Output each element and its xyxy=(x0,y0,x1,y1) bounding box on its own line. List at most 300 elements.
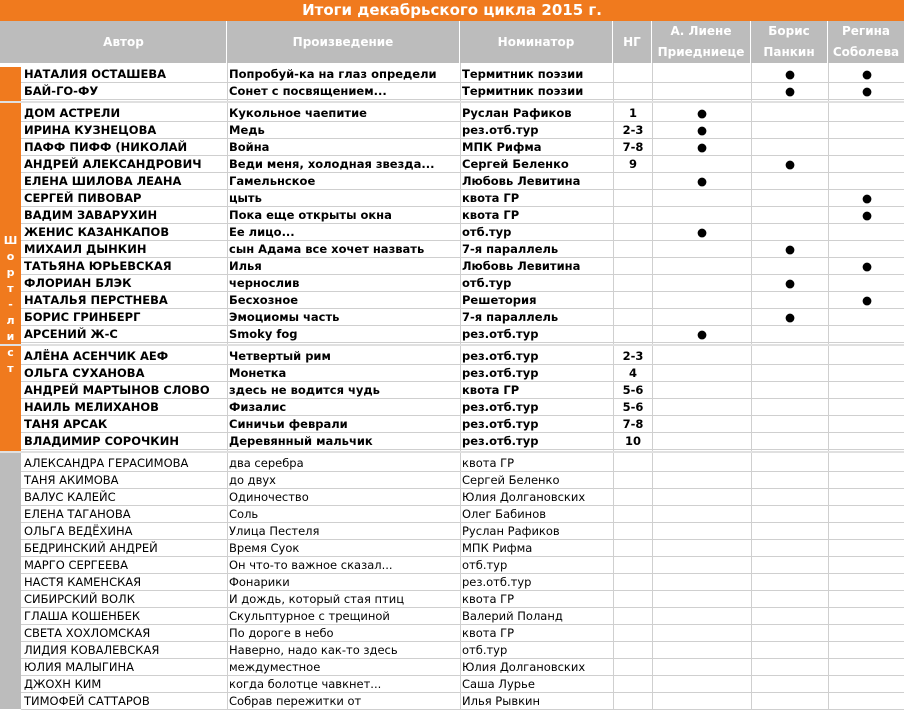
vote-soboleva-cell xyxy=(830,489,904,505)
table-row xyxy=(21,365,904,382)
author-cell: ВАЛУС КАЛЕЙС xyxy=(24,490,116,504)
vote-liene-cell xyxy=(654,659,750,675)
vote-soboleva-cell xyxy=(830,472,904,488)
work-cell: Одиночество xyxy=(229,490,309,504)
vote-liene-cell xyxy=(654,676,750,692)
vote-liene-cell xyxy=(654,399,750,415)
header-judge-soboleva-line2: Соболева xyxy=(832,45,900,59)
table-row xyxy=(21,433,904,450)
work-cell: Ее лицо... xyxy=(229,225,295,239)
author-cell: ЛИДИЯ КОВАЛЕВСКАЯ xyxy=(24,643,160,657)
vote-pankin-cell: ● xyxy=(784,310,796,324)
vote-soboleva-cell xyxy=(830,693,904,709)
vote-liene-cell xyxy=(654,557,750,573)
vote-liene-cell xyxy=(654,506,750,522)
work-cell: до двух xyxy=(229,473,276,487)
table-row xyxy=(21,591,904,608)
column-divider xyxy=(828,63,829,709)
table-row xyxy=(21,693,904,710)
author-cell: ОЛЬГА СУХАНОВА xyxy=(24,366,145,380)
header-judge-soboleva xyxy=(828,21,904,63)
header-ng: НГ xyxy=(613,21,652,63)
nominator-cell: рез.отб.тур xyxy=(462,123,539,137)
vote-pankin-cell xyxy=(753,224,827,240)
author-cell: ТИМОФЕЙ САТТАРОВ xyxy=(24,694,150,708)
table-row xyxy=(21,557,904,574)
table-row xyxy=(21,472,904,489)
vote-soboleva-cell xyxy=(830,382,904,398)
column-divider xyxy=(751,63,752,709)
table-row xyxy=(21,139,904,156)
vote-soboleva-cell: ● xyxy=(861,208,873,222)
nominator-cell: Олег Бабинов xyxy=(462,507,547,521)
vote-liene-cell xyxy=(654,207,750,223)
vote-liene-cell xyxy=(654,416,750,432)
vote-soboleva-cell xyxy=(830,506,904,522)
work-cell: Собрав пережитки от xyxy=(229,694,362,708)
vote-liene-cell xyxy=(654,574,750,590)
table-row xyxy=(21,66,904,83)
vote-liene-cell xyxy=(654,241,750,257)
vote-soboleva-cell xyxy=(830,224,904,240)
vote-soboleva-cell xyxy=(830,523,904,539)
vote-pankin-cell xyxy=(753,416,827,432)
group-divider xyxy=(0,344,904,346)
vote-pankin-cell xyxy=(753,625,827,641)
author-cell: ДОМ АСТРЕЛИ xyxy=(24,106,121,120)
table-row xyxy=(21,326,904,343)
vote-soboleva-cell xyxy=(830,416,904,432)
header-judge-liene-line1: А. Лиене xyxy=(670,24,732,38)
vote-liene-cell xyxy=(654,83,750,99)
vote-pankin-cell xyxy=(753,365,827,381)
vote-pankin-cell xyxy=(753,173,827,189)
header-judge-pankin-line1: Борис xyxy=(768,24,810,38)
nominator-cell: Руслан Рафиков xyxy=(462,524,560,538)
header-nominator: Номинатор xyxy=(460,21,613,63)
work-cell: сын Адама все хочет назвать xyxy=(229,242,425,256)
nominator-cell: отб.тур xyxy=(462,643,508,657)
vote-soboleva-cell xyxy=(830,326,904,342)
vote-pankin-cell xyxy=(753,676,827,692)
vote-pankin-cell: ● xyxy=(784,157,796,171)
vote-liene-cell xyxy=(654,472,750,488)
vote-soboleva-cell: ● xyxy=(861,67,873,81)
work-cell: Время Суок xyxy=(229,541,300,555)
vote-liene-cell: ● xyxy=(696,225,708,239)
header-judge-soboleva-line1: Регина xyxy=(842,24,890,38)
author-cell: ЕЛЕНА ШИЛОВА ЛЕАНА xyxy=(24,174,182,188)
table-row xyxy=(21,625,904,642)
vote-pankin-cell xyxy=(753,540,827,556)
vote-liene-cell xyxy=(654,693,750,709)
vote-soboleva-cell xyxy=(830,642,904,658)
author-cell: ПАФФ ПИФФ (НИКОЛАЙ xyxy=(24,140,188,154)
nominator-cell: рез.отб.тур xyxy=(462,366,539,380)
vote-liene-cell xyxy=(654,591,750,607)
ng-cell xyxy=(615,676,651,692)
work-cell: Илья xyxy=(229,259,262,273)
table-row xyxy=(21,676,904,693)
nominator-cell: Сергей Беленко xyxy=(462,473,560,487)
ng-cell xyxy=(615,506,651,522)
ng-cell xyxy=(615,173,651,189)
vote-liene-cell xyxy=(654,642,750,658)
nominator-cell: Сергей Беленко xyxy=(462,157,569,171)
vote-soboleva-cell xyxy=(830,122,904,138)
ng-cell: 2-3 xyxy=(622,349,644,363)
vote-soboleva-cell xyxy=(830,625,904,641)
nominator-cell: Термитник поэзии xyxy=(462,67,584,81)
header-author: Автор xyxy=(21,21,227,63)
vote-liene-cell xyxy=(654,348,750,364)
vote-soboleva-cell xyxy=(830,433,904,449)
nominator-cell: Любовь Левитина xyxy=(462,174,581,188)
longlist-sidebar xyxy=(0,451,21,709)
vote-soboleva-cell xyxy=(830,608,904,624)
ng-cell xyxy=(615,224,651,240)
nominator-cell: Любовь Левитина xyxy=(462,259,581,273)
ng-cell xyxy=(615,472,651,488)
table-row xyxy=(21,506,904,523)
vote-liene-cell: ● xyxy=(696,140,708,154)
work-cell: Фонарики xyxy=(229,575,290,589)
work-cell: Веди меня, холодная звезда... xyxy=(229,157,435,171)
shortlist-label: Ш о р т - л и с т xyxy=(3,234,18,375)
header-judge-pankin xyxy=(751,21,828,63)
work-cell: Соль xyxy=(229,507,259,521)
work-cell: Кукольное чаепитие xyxy=(229,106,367,120)
vote-liene-cell xyxy=(654,365,750,381)
ng-cell: 4 xyxy=(628,366,637,380)
nominator-cell: квота ГР xyxy=(462,191,520,205)
author-cell: НАИЛЬ МЕЛИХАНОВ xyxy=(24,400,159,414)
table-row xyxy=(21,224,904,241)
ng-cell xyxy=(615,523,651,539)
vote-liene-cell: ● xyxy=(696,123,708,137)
nominator-cell: рез.отб.тур xyxy=(462,327,539,341)
vote-liene-cell xyxy=(654,156,750,172)
nominator-cell: Юлия Долгановских xyxy=(462,490,586,504)
work-cell: Синичьи феврали xyxy=(229,417,348,431)
work-cell: два серебра xyxy=(229,456,304,470)
ng-cell: 7-8 xyxy=(622,140,644,154)
ng-cell xyxy=(615,275,651,291)
vote-liene-cell xyxy=(654,309,750,325)
ng-cell: 2-3 xyxy=(622,123,644,137)
table-row xyxy=(21,455,904,472)
vote-liene-cell: ● xyxy=(696,106,708,120)
ng-cell xyxy=(615,659,651,675)
author-cell: МАРГО СЕРГЕЕВА xyxy=(24,558,128,572)
ng-cell xyxy=(615,207,651,223)
ng-cell: 1 xyxy=(628,106,637,120)
table-row xyxy=(21,275,904,292)
work-cell: Скульптурное с трещиной xyxy=(229,609,390,623)
vote-liene-cell xyxy=(654,455,750,471)
table-row xyxy=(21,574,904,591)
ng-cell: 9 xyxy=(628,157,637,171)
work-cell: Он что-то важное сказал... xyxy=(229,558,393,572)
vote-pankin-cell xyxy=(753,105,827,121)
vote-pankin-cell xyxy=(753,642,827,658)
vote-liene-cell xyxy=(654,608,750,624)
work-cell: Война xyxy=(229,140,270,154)
vote-liene-cell: ● xyxy=(696,174,708,188)
vote-soboleva-cell xyxy=(830,173,904,189)
vote-liene-cell xyxy=(654,275,750,291)
nominator-cell: рез.отб.тур xyxy=(462,349,539,363)
group-divider xyxy=(0,101,904,103)
table-row xyxy=(21,608,904,625)
vote-pankin-cell xyxy=(753,122,827,138)
nominator-cell: квота ГР xyxy=(462,456,515,470)
table-row xyxy=(21,489,904,506)
vote-liene-cell xyxy=(654,433,750,449)
author-cell: НАТАЛЬЯ ПЕРСТНЕВА xyxy=(24,293,168,307)
vote-soboleva-cell xyxy=(830,348,904,364)
table-row xyxy=(21,659,904,676)
author-cell: НАСТЯ КАМЕНСКАЯ xyxy=(24,575,142,589)
vote-pankin-cell xyxy=(753,591,827,607)
table-row xyxy=(21,416,904,433)
vote-pankin-cell xyxy=(753,399,827,415)
work-cell: Smoky fog xyxy=(229,327,298,341)
author-cell: ОЛЬГА ВЕДЁХИНА xyxy=(24,524,133,538)
nominator-cell: отб.тур xyxy=(462,276,512,290)
ng-cell xyxy=(615,190,651,206)
table-row xyxy=(21,156,904,173)
ng-cell xyxy=(615,489,651,505)
vote-soboleva-cell xyxy=(830,676,904,692)
table-row xyxy=(21,382,904,399)
work-cell: Физалис xyxy=(229,400,287,414)
work-cell: Улица Пестеля xyxy=(229,524,320,538)
author-cell: ДЖОХН КИМ xyxy=(24,677,102,691)
vote-pankin-cell xyxy=(753,489,827,505)
vote-soboleva-cell xyxy=(830,591,904,607)
author-cell: МИХАИЛ ДЫНКИН xyxy=(24,242,147,256)
vote-pankin-cell xyxy=(753,693,827,709)
table-row xyxy=(21,540,904,557)
work-cell: когда болотце чавкнет... xyxy=(229,677,382,691)
author-cell: ТАНЯ АКИМОВА xyxy=(24,473,119,487)
vote-soboleva-cell xyxy=(830,557,904,573)
ng-cell xyxy=(615,66,651,82)
vote-pankin-cell: ● xyxy=(784,242,796,256)
vote-soboleva-cell xyxy=(830,455,904,471)
vote-liene-cell xyxy=(654,523,750,539)
vote-pankin-cell xyxy=(753,506,827,522)
nominator-cell: Илья Рывкин xyxy=(462,694,541,708)
ng-cell xyxy=(615,591,651,607)
work-cell: Попробуй-ка на глаз определи xyxy=(229,67,437,81)
vote-pankin-cell xyxy=(753,455,827,471)
vote-pankin-cell: ● xyxy=(784,67,796,81)
table-row xyxy=(21,523,904,540)
ng-cell xyxy=(615,326,651,342)
table-row xyxy=(21,190,904,207)
ng-cell xyxy=(615,642,651,658)
nominator-cell: Руслан Рафиков xyxy=(462,106,572,120)
vote-liene-cell xyxy=(654,625,750,641)
vote-liene-cell xyxy=(654,258,750,274)
ng-cell xyxy=(615,574,651,590)
table-row xyxy=(21,292,904,309)
ng-cell: 7-8 xyxy=(622,417,644,431)
vote-pankin-cell xyxy=(753,659,827,675)
ng-cell: 5-6 xyxy=(622,383,644,397)
nominator-cell: квота ГР xyxy=(462,383,520,397)
nominator-cell: 7-я параллель xyxy=(462,242,559,256)
ng-cell xyxy=(615,241,651,257)
vote-liene-cell xyxy=(654,292,750,308)
vote-soboleva-cell xyxy=(830,139,904,155)
header-judge-liene xyxy=(652,21,751,63)
author-cell: ТАНЯ АРСАК xyxy=(24,417,108,431)
work-cell: цыть xyxy=(229,191,262,205)
table-header xyxy=(0,21,904,63)
nominator-cell: отб.тур xyxy=(462,558,508,572)
nominator-cell: квота ГР xyxy=(462,208,520,222)
shortlist-sidebar xyxy=(0,67,21,451)
vote-pankin-cell xyxy=(753,382,827,398)
vote-liene-cell xyxy=(654,66,750,82)
work-cell: Наверно, надо как-то здесь xyxy=(229,643,398,657)
vote-pankin-cell xyxy=(753,608,827,624)
nominator-cell: квота ГР xyxy=(462,592,515,606)
author-cell: ТАТЬЯНА ЮРЬЕВСКАЯ xyxy=(24,259,172,273)
nominator-cell: квота ГР xyxy=(462,626,515,640)
ng-cell xyxy=(615,625,651,641)
vote-soboleva-cell xyxy=(830,365,904,381)
ng-cell xyxy=(615,693,651,709)
header-work: Произведение xyxy=(227,21,460,63)
nominator-cell: рез.отб.тур xyxy=(462,575,532,589)
ng-cell xyxy=(615,83,651,99)
vote-liene-cell xyxy=(654,382,750,398)
nominator-cell: МПК Рифма xyxy=(462,541,533,555)
vote-soboleva-cell: ● xyxy=(861,293,873,307)
work-cell: здесь не водится чудь xyxy=(229,383,380,397)
ng-cell: 10 xyxy=(624,434,641,448)
vote-pankin-cell: ● xyxy=(784,84,796,98)
vote-liene-cell xyxy=(654,540,750,556)
work-cell: Бесхозное xyxy=(229,293,299,307)
author-cell: ЖЕНИС КАЗАНКАПОВ xyxy=(24,225,170,239)
vote-pankin-cell xyxy=(753,574,827,590)
vote-soboleva-cell: ● xyxy=(861,191,873,205)
ng-cell xyxy=(615,292,651,308)
column-divider xyxy=(227,63,228,709)
author-cell: ЕЛЕНА ТАГАНОВА xyxy=(24,507,131,521)
table-title: Итоги декабрьского цикла 2015 г. xyxy=(0,0,904,21)
table-row xyxy=(21,399,904,416)
vote-soboleva-cell xyxy=(830,309,904,325)
vote-pankin-cell xyxy=(753,433,827,449)
work-cell: чернослив xyxy=(229,276,300,290)
nominator-cell: отб.тур xyxy=(462,225,512,239)
group-divider xyxy=(0,451,904,453)
work-cell: Сонет с посвящением... xyxy=(229,84,387,98)
ng-cell xyxy=(615,309,651,325)
author-cell: АЛЁНА АСЕНЧИК АЕФ xyxy=(24,349,169,363)
author-cell: ВЛАДИМИР СОРОЧКИН xyxy=(24,434,179,448)
author-cell: БОРИС ГРИНБЕРГ xyxy=(24,310,141,324)
author-cell: АРСЕНИЙ Ж-С xyxy=(24,327,118,341)
nominator-cell: Валерий Поланд xyxy=(462,609,563,623)
ng-cell: 5-6 xyxy=(622,400,644,414)
vote-pankin-cell xyxy=(753,472,827,488)
work-cell: Пока еще открыты окна xyxy=(229,208,392,222)
vote-soboleva-cell xyxy=(830,574,904,590)
vote-soboleva-cell xyxy=(830,241,904,257)
vote-soboleva-cell xyxy=(830,659,904,675)
author-cell: СВЕТА ХОХЛОМСКАЯ xyxy=(24,626,151,640)
author-cell: ЮЛИЯ МАЛЫГИНА xyxy=(24,660,135,674)
nominator-cell: Решетория xyxy=(462,293,537,307)
vote-soboleva-cell xyxy=(830,156,904,172)
table-row xyxy=(21,309,904,326)
vote-soboleva-cell xyxy=(830,105,904,121)
table-row xyxy=(21,258,904,275)
work-cell: Четвертый рим xyxy=(229,349,331,363)
table-row xyxy=(21,122,904,139)
nominator-cell: рез.отб.тур xyxy=(462,434,539,448)
author-cell: СЕРГЕЙ ПИВОВАР xyxy=(24,191,142,205)
column-divider xyxy=(460,63,461,709)
vote-soboleva-cell: ● xyxy=(861,84,873,98)
vote-pankin-cell: ● xyxy=(784,276,796,290)
nominator-cell: МПК Рифма xyxy=(462,140,542,154)
vote-liene-cell xyxy=(654,489,750,505)
column-divider xyxy=(613,63,614,709)
nominator-cell: рез.отб.тур xyxy=(462,400,539,414)
header-judge-liene-line2: Приедниеце xyxy=(657,45,745,59)
vote-pankin-cell xyxy=(753,557,827,573)
vote-pankin-cell xyxy=(753,139,827,155)
ng-cell xyxy=(615,608,651,624)
work-cell: Деревянный мальчик xyxy=(229,434,373,448)
author-cell: ГЛАША КОШЕНБЕК xyxy=(24,609,141,623)
vote-liene-cell: ● xyxy=(696,327,708,341)
work-cell: Эмоциомы часть xyxy=(229,310,340,324)
vote-pankin-cell xyxy=(753,258,827,274)
vote-soboleva-cell xyxy=(830,399,904,415)
nominator-cell: Юлия Долгановских xyxy=(462,660,586,674)
table-row xyxy=(21,105,904,122)
work-cell: И дождь, который стая птиц xyxy=(229,592,405,606)
author-cell: БАЙ-ГО-ФУ xyxy=(24,84,99,98)
nominator-cell: рез.отб.тур xyxy=(462,417,539,431)
work-cell: Монетка xyxy=(229,366,287,380)
nominator-cell: Термитник поэзии xyxy=(462,84,584,98)
work-cell: междуместное xyxy=(229,660,321,674)
author-cell: ИРИНА КУЗНЕЦОВА xyxy=(24,123,157,137)
header-judge-pankin-line2: Панкин xyxy=(763,45,815,59)
author-cell: АНДРЕЙ АЛЕКСАНДРОВИЧ xyxy=(24,157,202,171)
work-cell: Медь xyxy=(229,123,265,137)
vote-pankin-cell xyxy=(753,523,827,539)
ng-cell xyxy=(615,557,651,573)
table-row xyxy=(21,173,904,190)
vote-pankin-cell xyxy=(753,348,827,364)
author-cell: НАТАЛИЯ ОСТАШЕВА xyxy=(24,67,166,81)
vote-soboleva-cell: ● xyxy=(861,259,873,273)
ng-cell xyxy=(615,258,651,274)
table-row xyxy=(21,83,904,100)
author-cell: ФЛОРИАН БЛЭК xyxy=(24,276,132,290)
